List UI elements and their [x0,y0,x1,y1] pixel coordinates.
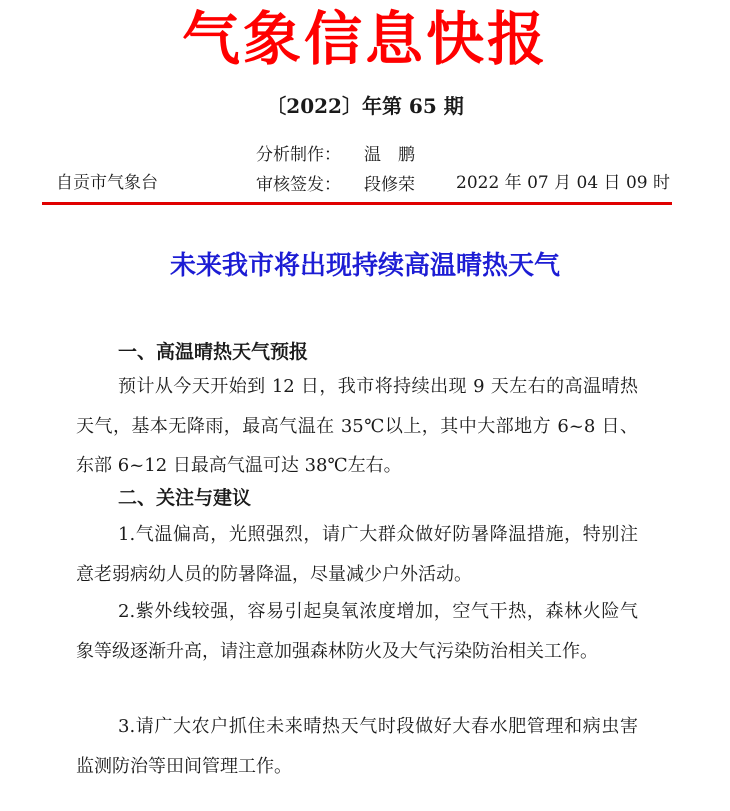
analyst-label: 分析制作： [256,145,341,165]
section-title-advice: 二、关注与建议 [118,487,252,509]
analyst-name: 温 鹏 [364,145,415,165]
reviewer-name: 段修荣 [364,175,415,195]
paragraph-forecast: 预计从今天开始到 12 日，我市将持续出现 9 天左右的高温晴热天气，基本无降雨，最高气温在 35℃以上，其中大部地方 6~8 日、东部 6~12 日最高气温可达 38℃左右。 [76,376,638,476]
paragraph-advice-1: 1.气温偏高，光照强烈，请广大群众做好防暑降温措施，特别注意老弱病幼人员的防暑降温，尽量减少户外活动。 [76,524,638,585]
analyst-line [0,143,730,167]
masthead-divider [42,202,672,205]
paragraph-advice-3: 3.请广大农户抓住未来晴热天气时段做好大春水肥管理和病虫害监测防治等田间管理工作。 [76,716,638,777]
article-headline: 未来我市将出现持续高温晴热天气 [169,251,560,281]
section-title-forecast: 一、高温晴热天气预报 [118,341,309,363]
paragraph-advice-2: 2.紫外线较强，容易引起臭氧浓度增加，空气干热，森林火险气象等级逐渐升高，请注意加强森林防火及大气污染防治相关工作。 [76,601,638,662]
issue-datetime: 2022 年 07 月 04 日 09 时 [456,173,670,193]
masthead-title: 气象信息快报 [181,5,548,73]
issuing-office: 自贡市气象台 [56,173,158,193]
reviewer-label: 审核签发： [256,175,341,195]
issue-number: 〔2022〕年第 65 期 [266,94,464,118]
